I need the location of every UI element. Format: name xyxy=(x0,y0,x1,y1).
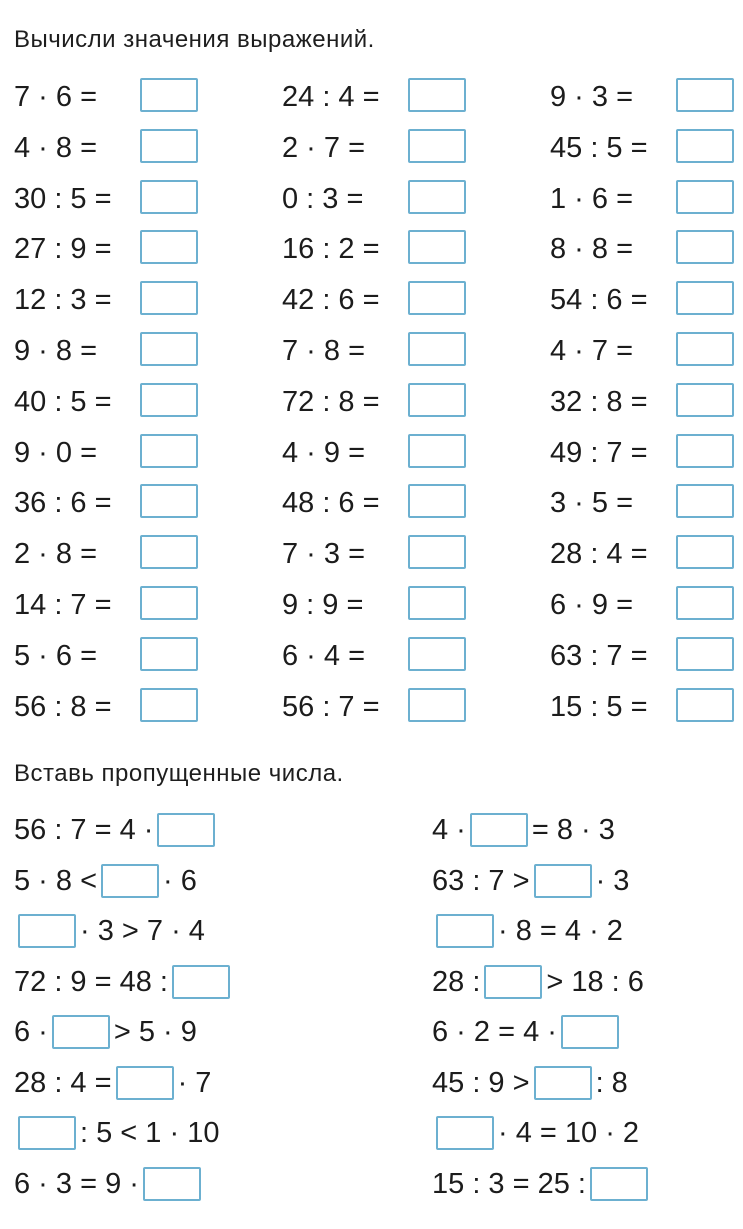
answer-box[interactable] xyxy=(140,637,198,671)
equation-text: = 8 · 3 xyxy=(531,814,615,846)
fill-in-equation xyxy=(432,911,623,951)
answer-box[interactable] xyxy=(140,383,198,417)
expression-text: 5 · 6 = xyxy=(14,639,98,672)
answer-box[interactable] xyxy=(408,281,466,315)
answer-box[interactable] xyxy=(408,535,466,569)
expression-row xyxy=(0,275,743,325)
expression-text: 24 : 4 = xyxy=(282,81,380,113)
equation-text: · 6 xyxy=(163,864,197,897)
expression-text: 8 · 8 = xyxy=(550,233,634,266)
fill-in-equation xyxy=(432,1113,639,1153)
missing-number-box[interactable] xyxy=(157,813,215,847)
answer-box[interactable] xyxy=(408,129,466,163)
equation-text: 6 · xyxy=(14,1016,48,1048)
expression-row xyxy=(0,580,743,630)
missing-number-box[interactable] xyxy=(470,813,528,847)
missing-number-box[interactable] xyxy=(101,864,159,898)
fill-in-equation xyxy=(432,962,644,1002)
fill-in-equation xyxy=(432,1164,652,1204)
missing-number-box[interactable] xyxy=(590,1167,648,1201)
expression-text: 6 · 4 = xyxy=(282,639,366,672)
expression-row xyxy=(0,72,743,122)
fill-in-equation xyxy=(14,962,234,1002)
expression-text: 49 : 7 = xyxy=(550,436,648,469)
equation-text: · 4 = 10 · 2 xyxy=(498,1117,640,1149)
answer-box[interactable] xyxy=(408,78,466,112)
answer-box[interactable] xyxy=(140,129,198,163)
equation-text: 56 : 7 = 4 · xyxy=(14,814,154,846)
expression-text: 9 · 0 = xyxy=(14,436,98,469)
answer-box[interactable] xyxy=(676,230,734,264)
equation-text: 28 : xyxy=(432,965,481,998)
answer-box[interactable] xyxy=(140,434,198,468)
expression-text: 7 · 3 = xyxy=(282,538,366,571)
expression-row xyxy=(0,529,743,579)
expression-text: 2 · 7 = xyxy=(282,131,366,164)
equation-text: > 18 : 6 xyxy=(546,965,644,998)
equation-text: · 7 xyxy=(177,1066,212,1099)
equation-text: 6 · 3 = 9 · xyxy=(14,1167,139,1200)
equation-text: 4 · xyxy=(432,814,466,846)
answer-box[interactable] xyxy=(408,332,466,366)
answer-box[interactable] xyxy=(408,484,466,518)
fill-in-equation xyxy=(432,1012,623,1052)
expression-row xyxy=(0,682,743,732)
expression-text: 9 : 9 = xyxy=(282,589,364,621)
expression-text: 28 : 4 = xyxy=(550,538,648,571)
answer-box[interactable] xyxy=(140,484,198,518)
expression-row xyxy=(0,224,743,274)
expression-text: 63 : 7 = xyxy=(550,639,648,672)
expression-row xyxy=(0,123,743,173)
answer-box[interactable] xyxy=(140,180,198,214)
missing-number-box[interactable] xyxy=(172,965,230,999)
equation-text: 72 : 9 = 48 : xyxy=(14,965,168,998)
expression-row xyxy=(0,478,743,528)
expression-text: 30 : 5 = xyxy=(14,182,112,215)
expression-text: 40 : 5 = xyxy=(14,385,112,418)
expression-row xyxy=(0,631,743,681)
expression-text: 45 : 5 = xyxy=(550,131,648,164)
equation-text: 15 : 3 = 25 : xyxy=(432,1167,586,1200)
expression-row xyxy=(0,174,743,224)
missing-number-box[interactable] xyxy=(561,1015,619,1049)
section-title-fill-in: Вставь пропущенные числа. xyxy=(14,760,344,787)
answer-box[interactable] xyxy=(140,688,198,722)
expression-text: 54 : 6 = xyxy=(550,284,648,317)
answer-box[interactable] xyxy=(676,688,734,722)
answer-box[interactable] xyxy=(676,535,734,569)
answer-box[interactable] xyxy=(140,78,198,112)
expression-text: 4 · 8 = xyxy=(14,131,98,164)
expression-text: 9 · 8 = xyxy=(14,335,98,367)
missing-number-box[interactable] xyxy=(143,1167,201,1201)
expression-text: 4 · 7 = xyxy=(550,335,634,367)
expression-text: 7 · 8 = xyxy=(282,335,366,367)
missing-number-box[interactable] xyxy=(436,1116,494,1150)
expression-text: 27 : 9 = xyxy=(14,233,112,266)
fill-in-equation xyxy=(14,810,219,850)
equation-text: 5 · 8 < xyxy=(14,864,98,897)
expression-text: 1 · 6 = xyxy=(550,182,634,215)
answer-box[interactable] xyxy=(676,129,734,163)
expression-text: 6 · 9 = xyxy=(550,589,634,621)
expression-text: 48 : 6 = xyxy=(282,487,380,520)
answer-box[interactable] xyxy=(676,180,734,214)
expression-text: 2 · 8 = xyxy=(14,538,98,571)
answer-box[interactable] xyxy=(408,434,466,468)
expression-text: 56 : 7 = xyxy=(282,690,380,723)
fill-in-equation xyxy=(14,1113,219,1153)
answer-box[interactable] xyxy=(676,484,734,518)
expression-text: 0 : 3 = xyxy=(282,182,364,215)
answer-box[interactable] xyxy=(408,637,466,671)
fill-in-equation xyxy=(432,1063,628,1103)
answer-box[interactable] xyxy=(140,281,198,315)
equation-text: : 5 < 1 · 10 xyxy=(80,1117,220,1149)
answer-box[interactable] xyxy=(408,383,466,417)
missing-number-box[interactable] xyxy=(436,914,494,948)
equation-text: 28 : 4 = xyxy=(14,1066,112,1099)
section-title-compute: Вычисли значения выражений. xyxy=(14,26,375,53)
expression-text: 14 : 7 = xyxy=(14,589,112,621)
expression-text: 4 · 9 = xyxy=(282,436,366,469)
answer-box[interactable] xyxy=(676,78,734,112)
equation-text: · 3 > 7 · 4 xyxy=(80,915,205,947)
answer-box[interactable] xyxy=(676,434,734,468)
answer-box[interactable] xyxy=(140,230,198,264)
fill-in-equation xyxy=(432,810,615,850)
equation-text: > 5 · 9 xyxy=(113,1016,197,1048)
expression-row xyxy=(0,326,743,376)
answer-box[interactable] xyxy=(676,383,734,417)
equation-text: · 3 xyxy=(595,864,630,897)
expression-text: 3 · 5 = xyxy=(550,487,634,520)
expression-row xyxy=(0,377,743,427)
expression-text: 42 : 6 = xyxy=(282,284,380,317)
fill-in-equation xyxy=(14,1164,205,1204)
missing-number-box[interactable] xyxy=(484,965,542,999)
equation-text: · 8 = 4 · 2 xyxy=(498,915,623,947)
expression-text: 9 · 3 = xyxy=(550,81,634,113)
answer-box[interactable] xyxy=(140,586,198,620)
answer-box[interactable] xyxy=(140,332,198,366)
missing-number-box[interactable] xyxy=(534,864,592,898)
expression-text: 36 : 6 = xyxy=(14,487,112,520)
answer-box[interactable] xyxy=(408,180,466,214)
answer-box[interactable] xyxy=(408,688,466,722)
answer-box[interactable] xyxy=(140,535,198,569)
answer-box[interactable] xyxy=(676,281,734,315)
expression-text: 16 : 2 = xyxy=(282,233,380,266)
expression-text: 12 : 3 = xyxy=(14,284,112,317)
missing-number-box[interactable] xyxy=(18,914,76,948)
answer-box[interactable] xyxy=(676,637,734,671)
equation-text: 6 · 2 = 4 · xyxy=(432,1016,557,1048)
missing-number-box[interactable] xyxy=(116,1066,174,1100)
fill-in-equation xyxy=(432,861,629,901)
fill-in-equation xyxy=(14,1012,197,1052)
fill-in-equation xyxy=(14,1063,211,1103)
fill-in-equation xyxy=(14,861,197,901)
expression-text: 32 : 8 = xyxy=(550,385,648,418)
expression-text: 7 · 6 = xyxy=(14,81,98,113)
missing-number-box[interactable] xyxy=(18,1116,76,1150)
equation-text: 45 : 9 > xyxy=(432,1066,530,1099)
missing-number-box[interactable] xyxy=(534,1066,592,1100)
answer-box[interactable] xyxy=(408,586,466,620)
answer-box[interactable] xyxy=(676,586,734,620)
fill-in-equation xyxy=(14,911,205,951)
expression-text: 72 : 8 = xyxy=(282,385,380,418)
answer-box[interactable] xyxy=(676,332,734,366)
equation-text: : 8 xyxy=(595,1066,628,1099)
expression-text: 56 : 8 = xyxy=(14,690,112,723)
expression-row xyxy=(0,428,743,478)
answer-box[interactable] xyxy=(408,230,466,264)
expression-text: 15 : 5 = xyxy=(550,690,648,723)
missing-number-box[interactable] xyxy=(52,1015,110,1049)
equation-text: 63 : 7 > xyxy=(432,864,530,897)
